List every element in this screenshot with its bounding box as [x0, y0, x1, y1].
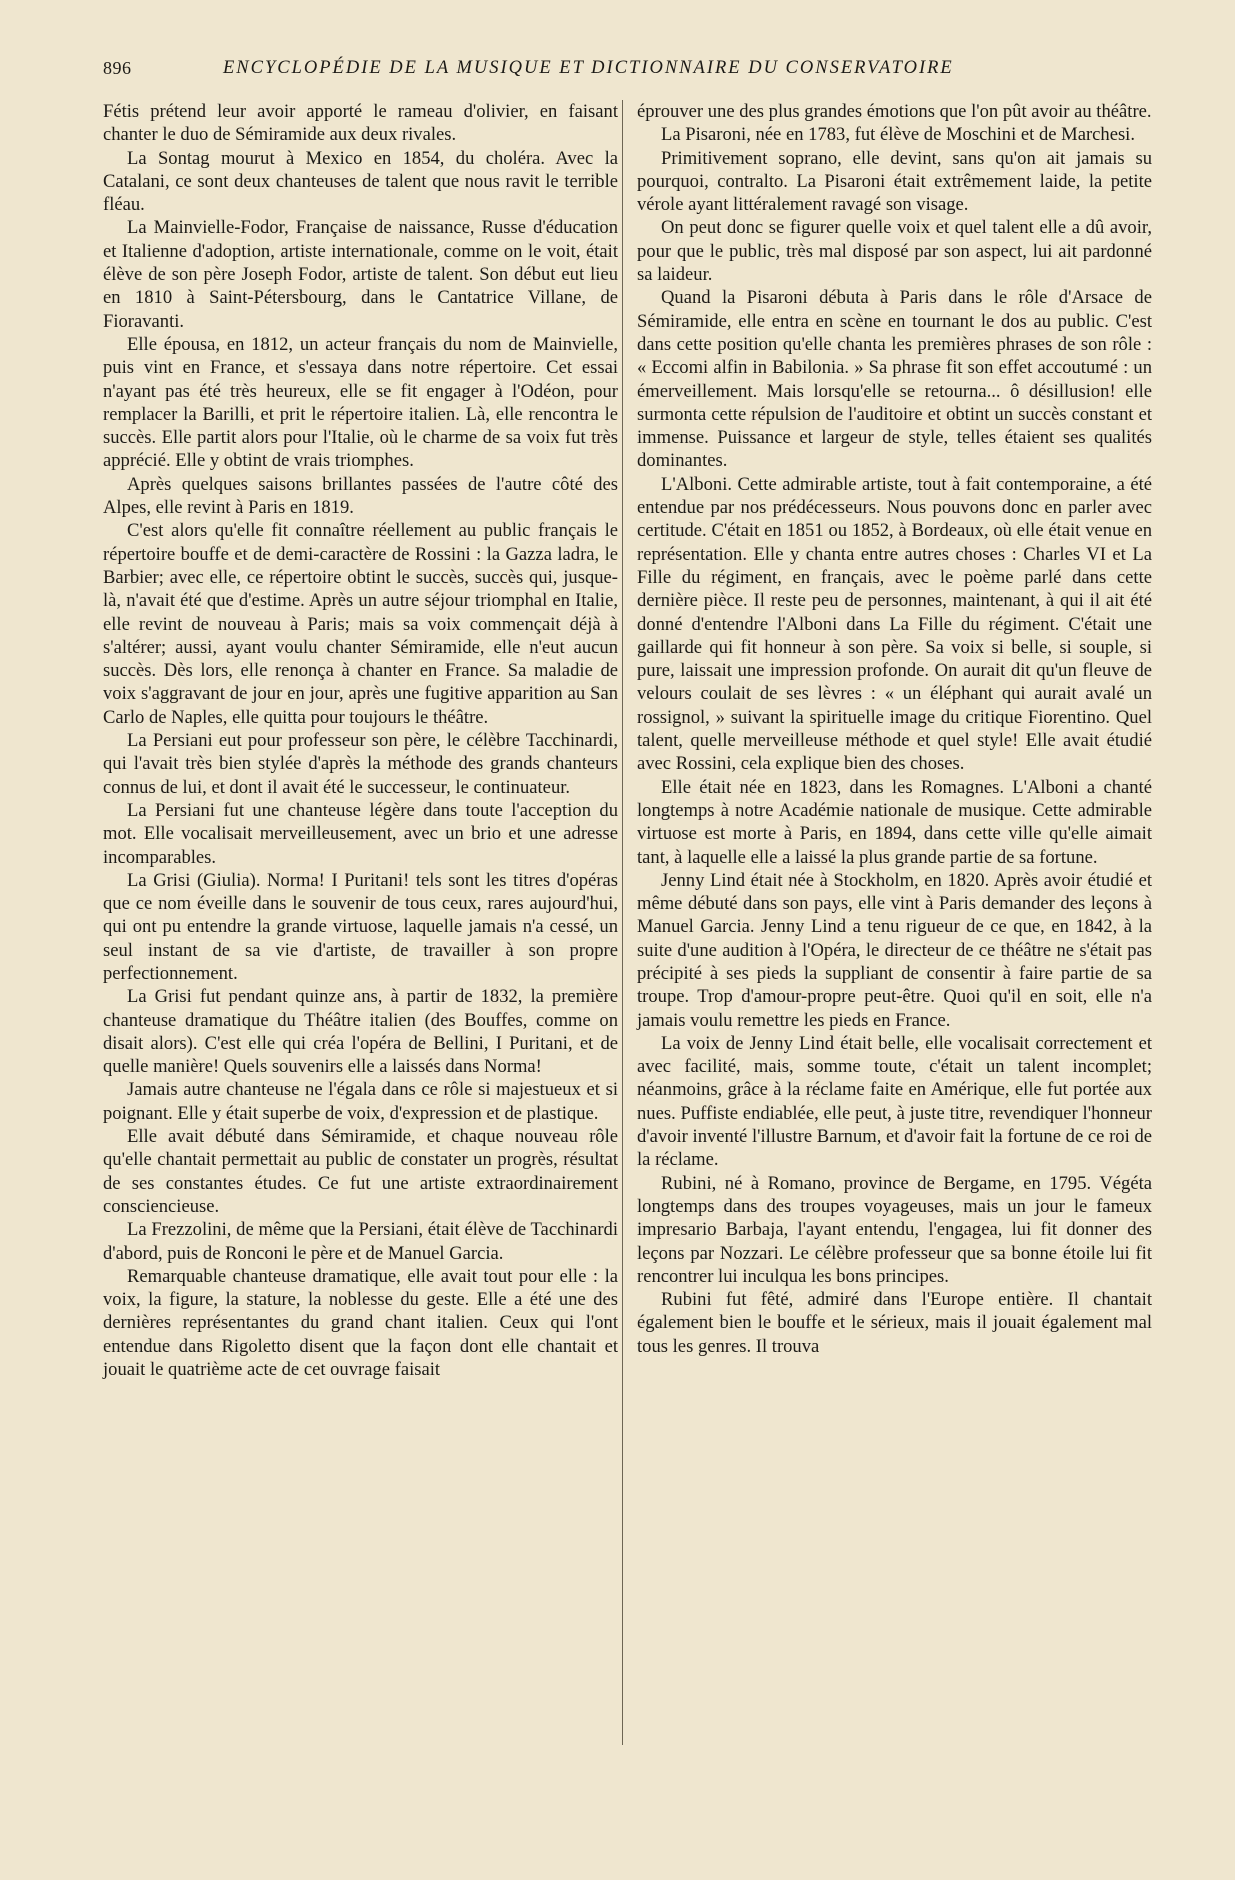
paragraph: Après quelques saisons brillantes passées de l'autre côté des Alpes, elle revint à Paris en 1819. [103, 473, 618, 519]
paragraph: Jenny Lind était née à Stockholm, en 1820. Après avoir étudié et même débuté dans son pays, elle vint à Paris demander des leçons à Manuel Garcia. Jenny Lind a tenu rigueur de ce que, en 1842, à la suite d'une audition à l'Opéra, le directeur de ce théâtre ne s'était pas précipité à ses pieds la suppliant de consentir à faire partie de sa troupe. Trop d'amour-propre peut-être. Quoi qu'il en soit, elle n'a jamais voulu remettre les pieds en France. [637, 869, 1152, 1031]
paragraph: éprouver une des plus grandes émotions que l'on pût avoir au théâtre. [637, 101, 1152, 122]
paragraph: Primitivement soprano, elle devint, sans qu'on ait jamais su pourquoi, contralto. La Pisaroni était extrêmement laide, la petite vérole ayant littéralement ravagé son visage. [637, 147, 1152, 216]
paragraph: L'Alboni. Cette admirable artiste, tout à fait contemporaine, a été entendue par nos prédécesseurs. Nous pouvons donc en parler avec certitude. C'était en 1851 ou 1852, à Bordeaux, où elle était venue en représentation. Elle y chanta entre autres choses : Charles VI et La Fille du régiment, en français, avec le poème parlé dans cette dernière pièce. Il reste peu de personnes, maintenant, à qui il ait été donné d'entendre l'Alboni dans La Fille du régiment. C'était une gaillarde qui fit honneur à son père. Sa voix si belle, si souple, si pure, laissait une impression profonde. On aurait dit qu'un fleuve de velours coulait de ses lèvres : « un éléphant qui aurait avalé un rossignol, » suivant la spirituelle image du critique Fiorentino. Quel talent, quelle merveilleuse méthode et quel style! Elle avait étudié avec Rossini, cela explique bien des choses. [637, 473, 1152, 775]
paragraph: La Frezzolini, de même que la Persiani, était élève de Tacchinardi d'abord, puis de Ronconi le père et de Manuel Garcia. [103, 1219, 618, 1264]
paragraph: Remarquable chanteuse dramatique, elle avait tout pour elle : la voix, la figure, la stature, la noblesse du geste. Elle a été une des dernières représentantes du grand chant italien. Ceux qui l'ont entendue dans Rigoletto disent que la façon dont elle chantait et jouait le quatrième acte de cet ouvrage faisait [103, 1265, 618, 1381]
paragraph: On peut donc se figurer quelle voix et quel talent elle a dû avoir, pour que le public, très mal disposé par son aspect, lui ait pardonné sa laideur. [637, 217, 1152, 286]
paragraph: Fétis prétend leur avoir apporté le rameau d'olivier, en faisant chanter le duo de Sémiramide aux deux rivales. [103, 101, 618, 146]
page-number: 896 [103, 58, 132, 78]
paragraph: La Persiani fut une chanteuse légère dans toute l'acception du mot. Elle vocalisait merveilleusement, avec un brio et une adresse incomparables. [103, 799, 618, 868]
paragraph: Rubini fut fêté, admiré dans l'Europe entière. Il chantait également bien le bouffe et le sérieux, mais il jouait également mal tous les genres. Il trouva [637, 1289, 1152, 1357]
paragraph: Elle avait débuté dans Sémiramide, et chaque nouveau rôle qu'elle chantait permettait au public de constater un progrès, résultat de ses constantes études. Ce fut une artiste extraordinairement consciencieuse. [103, 1126, 618, 1217]
paragraph: Jamais autre chanteuse ne l'égala dans ce rôle si majestueux et si poignant. Elle y était superbe de voix, d'expression et de plastique. [103, 1079, 618, 1124]
paragraph: La voix de Jenny Lind était belle, elle vocalisait correctement et avec facilité, mais, somme toute, c'était un talent incomplet; néanmoins, grâce à la réclame faite en Amérique, elle fut portée aux nues. Puffiste endiablée, elle peut, à juste titre, revendiquer l'honneur d'avoir inventé l'illustre Barnum, et d'avoir fait la fortune de ce roi de la réclame. [637, 1032, 1152, 1171]
paragraph: Rubini, né à Romano, province de Bergame, en 1795. Végéta longtemps dans des troupes voyageuses, mais un jour le fameux impresario Barbaja, l'ayant entendu, l'engagea, lui fit donner des leçons par Nozzari. Le célèbre professeur que sa bonne étoile lui fit rencontrer lui inculqua les bons principes. [637, 1172, 1152, 1287]
page-header [103, 58, 1153, 88]
paragraph: Quand la Pisaroni débuta à Paris dans le rôle d'Arsace de Sémiramide, elle entra en scène en tournant le dos au public. C'est dans cette position qu'elle chanta les premières phrases de son rôle : « Eccomi alfin in Babilonia. » Sa phrase fit son effet accoutumé : un émerveillement. Mais lorsqu'elle se retourna... ô désillusion! elle surmonta cette répulsion de l'auditoire et obtint un succès constant et immense. Puissance et largeur de style, telles étaient ses qualités dominantes. [637, 287, 1152, 472]
paragraph: La Grisi fut pendant quinze ans, à partir de 1832, la première chanteuse dramatique du Théâtre italien (des Bouffes, comme on disait alors). C'est elle qui créa l'opéra de Bellini, I Puritani, et de quelle manière! Quels souvenirs elle a laissés dans Norma! [103, 986, 618, 1078]
paragraph: C'est alors qu'elle fit connaître réellement au public français le répertoire bouffe et de demi-caractère de Rossini : la Gazza ladra, le Barbier; avec elle, ce répertoire obtint le succès, succès qui, jusque-là, n'avait été que d'estime. Après un autre séjour triomphal en Italie, elle revint de nouveau à Paris; mais sa voix commençait déjà à s'altérer; aussi, ayant voulu chanter Sémiramide, elle n'eut aucun succès. Dès lors, elle renonça à chanter en France. Sa maladie de voix s'aggravant de jour en jour, après une fugitive apparition au San Carlo de Naples, elle quitta pour toujours le théâtre. [103, 520, 618, 728]
paragraph: La Persiani eut pour professeur son père, le célèbre Tacchinardi, qui l'avait très bien stylée d'après la méthode des grands chanteurs connus de lui, et dont il avait été le successeur, le continuateur. [103, 730, 618, 798]
column-divider [622, 100, 623, 1745]
paragraph: La Pisaroni, née en 1783, fut élève de Moschini et de Marchesi. [661, 124, 1135, 146]
running-title: ENCYCLOPÉDIE DE LA MUSIQUE ET DICTIONNAIRE DU CONSERVATOIRE [223, 58, 954, 78]
left-column [103, 100, 618, 1381]
paragraph: Elle épousa, en 1812, un acteur français du nom de Mainvielle, puis vint en France, et s'essaya dans notre répertoire. Cet essai n'ayant pas été très heureux, elle se fit engager à l'Odéon, pour remplacer la Barilli, et prit le répertoire italien. Là, elle rencontra le succès. Elle partit alors pour l'Italie, où le charme de sa voix fut très apprécié. Elle y obtint de vrais triomphes. [103, 333, 618, 472]
paragraph: La Sontag mourut à Mexico en 1854, du choléra. Avec la Catalani, ce sont deux chanteuses de talent que nous ravit le terrible fléau. [103, 147, 618, 216]
right-column [637, 100, 1152, 1358]
paragraph: La Grisi (Giulia). Norma! I Puritani! tels sont les titres d'opéras que ce nom éveille dans le souvenir de tous ceux, rares aujourd'hui, qui ont pu entendre la grande virtuose, laquelle jamais n'a cessé, un seul instant de sa vie d'artiste, de travailler à son propre perfectionnement. [103, 869, 618, 984]
paragraph: La Mainvielle-Fodor, Française de naissance, Russe d'éducation et Italienne d'adoption, artiste internationale, comme on le voit, était élève de son père Joseph Fodor, artiste de talent. Son début eut lieu en 1810 à Saint-Pétersbourg, dans le Cantatrice Villane, de Fioravanti. [103, 217, 618, 332]
paragraph: Elle était née en 1823, dans les Romagnes. L'Alboni a chanté longtemps à notre Académie nationale de musique. Cette admirable virtuose est morte à Paris, en 1894, dans cette ville qu'elle aimait tant, à laquelle elle a laissé la plus grande partie de sa fortune. [637, 776, 1152, 868]
